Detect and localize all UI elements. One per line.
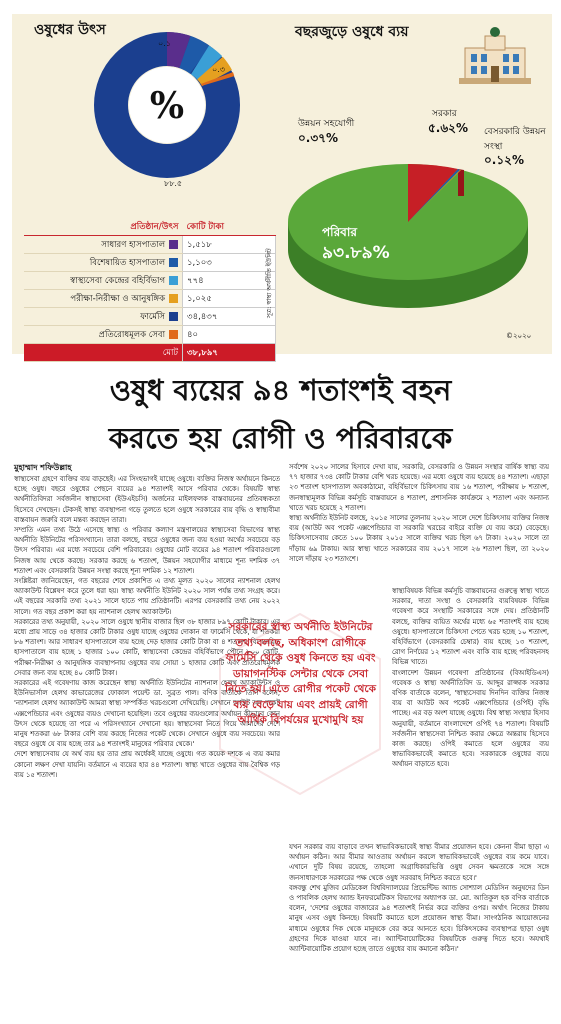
donut-label-top: ০.৩ xyxy=(212,65,225,74)
table-total-row xyxy=(24,344,276,362)
headline-line-2: করতে হয় রোগী ও পরিবারকে xyxy=(108,421,453,455)
table-row xyxy=(24,236,276,254)
headline-line-1: ওষুধ ব্যয়ের ৯৪ শতাংশই বহন xyxy=(109,373,452,407)
table-row xyxy=(24,326,276,344)
row-label: ফার্মেসি xyxy=(140,311,166,322)
pie-label-government: সরকার xyxy=(432,109,457,119)
donut-center-symbol: % xyxy=(149,85,185,127)
legend-swatch xyxy=(169,240,178,249)
source-note: সূত্র: স্বাস্থ্য অর্থনীতি ইউনিট xyxy=(265,248,273,318)
source-donut-chart xyxy=(92,30,242,180)
row-label: প্রতিরোধমূলক সেবা xyxy=(98,329,166,340)
row-value: ১,৫১৮ xyxy=(183,236,276,254)
pie-label-family: পরিবার xyxy=(322,225,357,239)
row-value: ৪০ xyxy=(183,326,276,344)
legend-swatch xyxy=(169,276,178,285)
pie-value-ngo: ০.১২% xyxy=(484,153,524,167)
donut-outpatient-segment xyxy=(200,60,210,68)
row-value: ৩৪,৪৩৭ xyxy=(183,308,276,326)
pie-label-development: উন্নয়ন সহযোগী xyxy=(298,119,355,129)
legend-swatch xyxy=(169,258,178,267)
article-column-3 xyxy=(392,586,549,838)
table-row xyxy=(24,272,276,290)
donut-preventive-segment xyxy=(217,78,218,81)
source-table xyxy=(24,218,276,362)
paragraph: সংশ্লিষ্টরা জানিয়েছেন, গত বছরের শেষে প্রকাশিত এ তথ্য মূলত ২০২০ সালের ন্যাশনাল হেলথ অ্যাকাউন্ট বিশ্লেষণ করে তুলে ধরা হয়। স্বাস্থ্য অর্থনীতি ইউনিট ২০২০ সাল পর্যন্ত তথ্য সংগ্রহ করে। এই বছরের সরকারি তথ্য ২০২১ সালে হাতে পায় প্রতিষ্ঠানটি। এরপর বেসরকারি তথ্য নেয় ২০২২ সালে। গত বছর প্রকাশ করা হয় ন্যাশনাল হেলথ অ্যাকাউন্ট। xyxy=(14,577,280,616)
paragraph: স্বাস্থ্য অর্থনীতি ইউনিট বলছে, ২০১৫ সালের তুলনায় ২০২০ সালে দেশে চিকিৎসায় ব্যক্তির নিজস্ব ব্যয় (আউট অব পকেট এক্সপেন্ডিচার বা সরকারি খরচের বাইরে ব্যক্তি যে ব্যয় করে) বেড়েছে। চিকিৎসাসেবায় কেতে ১০০ টাকায় ২০১৫ সালে ব্যক্তির খরচ ছিল ৬৭ টাকা। ২০২০ সালে তা দাঁড়ায় ৬৯ টাকায়। আর স্বাস্থ্য খাতে সরকারের ব্যয় ২০১৭ সালে ২৬ শতাংশ ছিল, তা ২০২০ সালে দাঁড়ায় ২৩ শতাংশে। xyxy=(289,514,549,563)
table-row xyxy=(24,308,276,326)
legend-swatch xyxy=(169,330,178,339)
row-label: সাধারণ হাসপাতাল xyxy=(101,239,166,250)
yearly-spending-title: বছরজুড়ে ওষুধে ব্যয় xyxy=(295,24,409,40)
copyright: ©২০২০ xyxy=(506,332,532,340)
paragraph: সর্বশেষ ২০২০ সালের হিসাবে দেখা যায়, সরকারি, বেসরকারি ও উন্নয়ন সংস্থার বার্ষিক স্বাস্থ্য ব্যয় ৭৭ হাজার ৭৩৪ কোটি টাকার বেশি খরচ হয়েছে। এর মধ্যে ওষুধে ব্যয় হয়েছে ৪৪ শতাংশ। এছাড়া ২৩ শতাংশ হাসপাতাল অবকাঠামো, বহির্বিভাগে চিকিৎসায় ব্যয় ১৬ শতাংশ, পরীক্ষায় ৮ শতাংশ, জনস্বাস্থ্যমূলক বিভিন্ন কর্মসূচি বাস্তবায়নে ৪ শতাংশ, প্রশাসনিক কার্যক্রমে ২ শতাংশ এবং অন্যান্য খাতে খরচ হয়েছে ২ শতাংশ। xyxy=(289,463,549,512)
paragraph: স্বাস্থ্যবিষয়ক বিভিন্ন কর্মসূচি বাস্তবায়নের গুরুত্বে স্বাস্থ্য খাতে সরকার, দাতা সংস্থা ও বেসরকারি ব্যয়বিষয়ক বিভিন্ন গবেষণা করে সংস্থাটি সরকারের সঙ্গে দেয়। প্রতিষ্ঠানটি বলছে, ব্যক্তির ব্যয়িত অর্থের মধ্যে ৬৫ শতাংশই ব্যয় হচ্ছে ওষুধে। হাসপাতালে চিকিৎসা পেতে খরচ হচ্ছে ১০ শতাংশ, বহির্বিভাগে (বেসরকারি চেম্বার) ব্যয় হচ্ছে ১৩ শতাংশ, রোগ নির্ণয়ের ১২ শতাংশ এবং বাকি ব্যয় হচ্ছে পরিবহনসহ বিভিন্ন খাতে। xyxy=(392,587,549,667)
pie-value-government: ৫.৬২% xyxy=(428,121,468,135)
row-value: ১,১০৩ xyxy=(183,254,276,272)
table-row xyxy=(24,290,276,308)
row-label: বিশেষায়িত হাসপাতাল xyxy=(89,257,166,268)
donut-label-bottom: ৮৮.৫ xyxy=(164,179,183,188)
paragraph: দেশে স্বাস্থ্যসেবায় যে অর্থ ব্যয় হয় তার প্রায় অর্ধেকই যাচ্ছে ওষুধে। গত কয়েক দশকে এ ব্যয় কমার কোনো লক্ষণ দেখা যায়নি। বর্তমানে এ ব্যয়ের হার ৪৪ শতাংশ। স্বাস্থ্য খাতে ওষুধের ব্যয় বৈশ্বিক গড় ব্যয় ১৫ শতাংশ। xyxy=(14,750,280,779)
total-label: মোট xyxy=(24,344,183,362)
source-table-header xyxy=(24,218,276,236)
article-column-2-top xyxy=(289,462,549,584)
headline xyxy=(12,366,549,462)
paragraph: সরকারের এই গবেষণায় কাজ করেছেন স্বাস্থ্য অর্থনীতি ইউনিটের ন্যাশনাল হেলথ অ্যাকাউন্টস ও ইউনিভার্সাল হেলথ কাভারেজের ফোকাল পয়েন্ট ডা. সুব্রত পাল। বণিক বার্তাকে তিনি বলেন, 'ন্যাশনাল হেলথ অ্যাকাউন্ট আমরা স্বাস্থ্য সম্পর্কিত খরচগুলো দেখিয়েছি। সেখানে আউট অব পকেট এক্সপেন্ডিচার এবং ওষুধের ব্যয়ও দেখানো হয়েছিল। তবে ওষুধের ব্যয়গুলোর অর্থায়ন কীভাবে কোন উৎস থেকে হয়েছে তা পরে এ পরিসংখ্যানে দেখানো হয়। স্বাস্থ্যসেবা নিতে গিয়ে আমাদের দেশে মানুষ শতকরা ৬৮ টাকার বেশি ব্যয় করছে নিজের পকেট থেকে। সেখানে ওষুধে ব্যয় সবচেয়ে। আর বছরে ওষুধে যে ব্যয় হচ্ছে তার ৯৪ শতাংশই মানুষের পরিবার থেকে।' xyxy=(14,679,280,749)
article-column-bottom xyxy=(289,842,549,1018)
paragraph: সরকারের তথ্য অনুযায়ী, ২০২০ সালে ওষুধে স্থানীয় বাজার ছিল ৩৮ হাজার ৮৯৭ কোটি টাকার। এর মধ্যে প্রায় সাড়ে ৩৪ হাজার কোটি টাকার ওষুধ যাচ্ছে ওষুধের দোকান বা ফার্মেসি থেকে, যা শতকরা ৮৬ শতাংশ। আর সাধারণ হাসপাতালে ব্যয় হচ্ছে দেড় হাজার কোটি টাকা বা ৪ শতাংশ, বিশেষায়িত হাসপাতালে ব্যয় হচ্ছে ১ হাজার ১০০ কোটি, স্বাস্থ্যসেবা কেন্দ্রের বহির্বিভাগে পৌনে ৮০০ কোটি, পরীক্ষা-নিরীক্ষা ও আনুষঙ্গিক ব্যবস্থাপনায় ওষুধের ব্যয় সোয়া ১ হাজার কোটি এবং প্রতিরোধমূলক সেবার জন্য ব্যয় হচ্ছে ৪০ কোটি টাকা। xyxy=(14,617,280,677)
byline: মুহাম্মাদ শফিউল্লাহ xyxy=(14,463,72,472)
paragraph: বঙ্গবন্ধু শেখ মুজিব মেডিকেল বিশ্ববিদ্যালয়ের প্রিভেন্টিভ অ্যান্ড সোশ্যাল মেডিসিন অনুষদের ডিন ও পাবলিক হেলথ অ্যান্ড ইনফরমেটিকস বিভাগের অধ্যাপক ডা. মো. আতিকুল হক বণিক বার্তাকে বলেন, 'দেশের ওষুধের বাজারের ৯৪ শতাংশই নির্ভর করে ব্যক্তির ওপর। অর্থাৎ নিজের টাকায় মানুষ এসব ওষুধ কিনছে। বিষয়টি কমাতে হলে প্রয়োজন স্বাস্থ্য বীমা। সাংগঠনিক আয়োজনের মাধ্যমে ওষুধের দিক থেকে মানুষকে বের করে আনতে হবে। চিকিৎসকের ব্যবস্থাপত্র ছাড়া ওষুধ গ্রহণের দিকে যাওয়া যাবে না। অ্যান্টিবায়োটিকের বিষয়টিকে গুরুত্ব দিতে হবে। অযথাই অ্যান্টিবায়োটিক প্রয়োগ হচ্ছে তাতে ওষুধের ব্যয় কমানো কঠিন।' xyxy=(289,883,549,954)
legend-swatch xyxy=(169,294,178,303)
pie-value-development: ০.৩৭% xyxy=(298,131,338,145)
legend-swatch xyxy=(169,312,178,321)
paragraph: স্বাস্থ্যসেবা গ্রহণে ব্যক্তির ব্যয় বাড়ছেই। এর সিংহভাগই যাচ্ছে ওষুধে। ব্যক্তির নিজস্ব অর্থায়নে কিনতে হচ্ছে ওষুধ। বছরে ওষুধের পেছনে ব্যয়ের ৯৪ শতাংশই আসে পরিবার থেকে। বিষয়টি স্বাস্থ্য অর্থনীতিবিদরা সর্বজনীন স্বাস্থ্যসেবা (ইউএইচসি) অর্জনের মাইলফলক বাস্তবায়নের প্রতিবন্ধকতা হিসেবে দেখছেন। টেকসই স্বাস্থ্য ব্যবস্থাপনা গড়ে তুলতে হলে ওষুধে সরকারের ব্যয় বৃদ্ধি ও স্বাস্থ্যবীমা বাস্তবায়ন জরুরি বলে মন্তব্য করছেন তারা। xyxy=(14,475,280,524)
medicine-source-title: ওষুধের উৎস xyxy=(34,22,106,38)
header-category: প্রতিষ্ঠান/উৎস xyxy=(24,218,183,236)
ministry-building-icon xyxy=(455,26,535,86)
row-value: ৭৭৪ xyxy=(183,272,276,290)
paragraph: যখন সরকার ব্যয় বাড়াবে তখন স্বাভাবিকভাবেই স্বাস্থ্য বীমার প্রয়োজন হবে। কেননা বীমা ছাড়া এ অর্থায়ন কঠিন। আর বীমার আওতায় অর্থায়ন করলে স্বাভাবিকভাবেই ওষুধের ব্যয় কমে যাবে। এখানে দুটি বিষয় রয়েছে, তাহলো অগ্রাধিকারভিত্তি ওষুধ সেবন ক্ষমতাকে সঙ্গে সঙ্গে জনসাধারণকে সরকারের পক্ষ থেকে ওষুধ সরবরাহ নিশ্চিত করতে হবে।' xyxy=(289,843,549,882)
spending-pie-chart xyxy=(282,150,542,320)
pie-value-family: ৯৩.৮৯% xyxy=(322,243,390,263)
donut-specialized-hospital-segment xyxy=(185,52,200,60)
donut-label-top-small: ০.১ xyxy=(158,39,171,48)
total-value: ৩৮,৮৯৭ xyxy=(183,344,276,362)
row-value: ১,০২৫ xyxy=(183,290,276,308)
pie-label-ngo: বেসরকারি উন্নয়ন সংস্থা xyxy=(484,127,546,152)
paragraph: সম্প্রতি এমন তথ্য উঠে এসেছে স্বাস্থ্য ও পরিবার কল্যাণ মন্ত্রণালয়ের স্বাস্থ্যসেবা বিভাগের স্বাস্থ্য অর্থনীতি ইউনিটের পরিসংখ্যানে। তারা বলছে, বছরে ওষুধের জন্য ব্যয় হওয়া অর্থের সবচেয়ে বড় উৎস পরিবার। এর মধ্যে সবচেয়ে বেশি পরিবারের। ওষুধের মোট ব্যয়ের ৯৪ শতাংশ পরিবারগুলো নিজস্ব আয় থেকে করছে। সরকার করছে ৬ শতাংশ, উন্নয়ন সহযোগীর মাধ্যমে শূন্য দশমিক ৩৭ শতাংশ এবং বেসরকারি উন্নয়ন সংস্থা করছে শূন্য দশমিক ১২ শতাংশ। xyxy=(14,526,280,575)
row-label: স্বাস্থ্যসেবা কেন্দ্রের বহির্বিভাগ xyxy=(70,275,166,286)
header-value: কোটি টাকা xyxy=(183,218,276,236)
paragraph: বাংলাদেশ উন্নয়ন গবেষণা প্রতিষ্ঠানের (বিআইডিএস) গবেষক ও স্বাস্থ্য অর্থনীতিবিদ ড. আব্দুর রাজ্জাক সরকার বণিক বার্তাকে বলেন, 'স্বাস্থ্যসেবায় দিনদিন ব্যক্তির নিজস্ব ব্যয় বা আউট অব পকেট এক্সপেন্ডিচার (ওপিই) বৃদ্ধি পাচ্ছে। এর বড় অংশ যাচ্ছে ওষুধে। বিশ্ব স্বাস্থ্য সংস্থার হিসাব অনুযায়ী, বর্তমানে বাংলাদেশে ওপিই ৭৪ শতাংশ। বিষয়টি সর্বজনীন স্বাস্থ্যসেবা নিশ্চিত করার ক্ষেত্রে অন্তরায় হিসেবে কাজ করছে। ওপিই কমাতে হলে ওষুধের ব্যয় স্বাভাবিকভাবেই কমাতে হবে। সরকারকে ওষুধের ব্যয়ে অর্থায়ন বাড়াতে হবে। xyxy=(392,668,549,769)
row-label: পরীক্ষা-নিরীক্ষা ও আনুষঙ্গিক xyxy=(70,293,166,304)
pull-quote: সরকারের স্বাস্থ্য অর্থনীতি ইউনিটের তথ্য বলছে, অধিকাংশ রোগীকে ফার্মেসি থেকে ওষুধ কিনতে হয় এবং ডায়াগনস্টিক সেন্টার থেকে সেবা নিতে হয়। এতে রোগীর পকেট থেকে ব্যয় বেড়ে যায় এবং প্রায়ই রোগী আর্থিক বিপর্যয়ের মুখোমুখি হয় xyxy=(225,621,376,726)
table-row xyxy=(24,254,276,272)
